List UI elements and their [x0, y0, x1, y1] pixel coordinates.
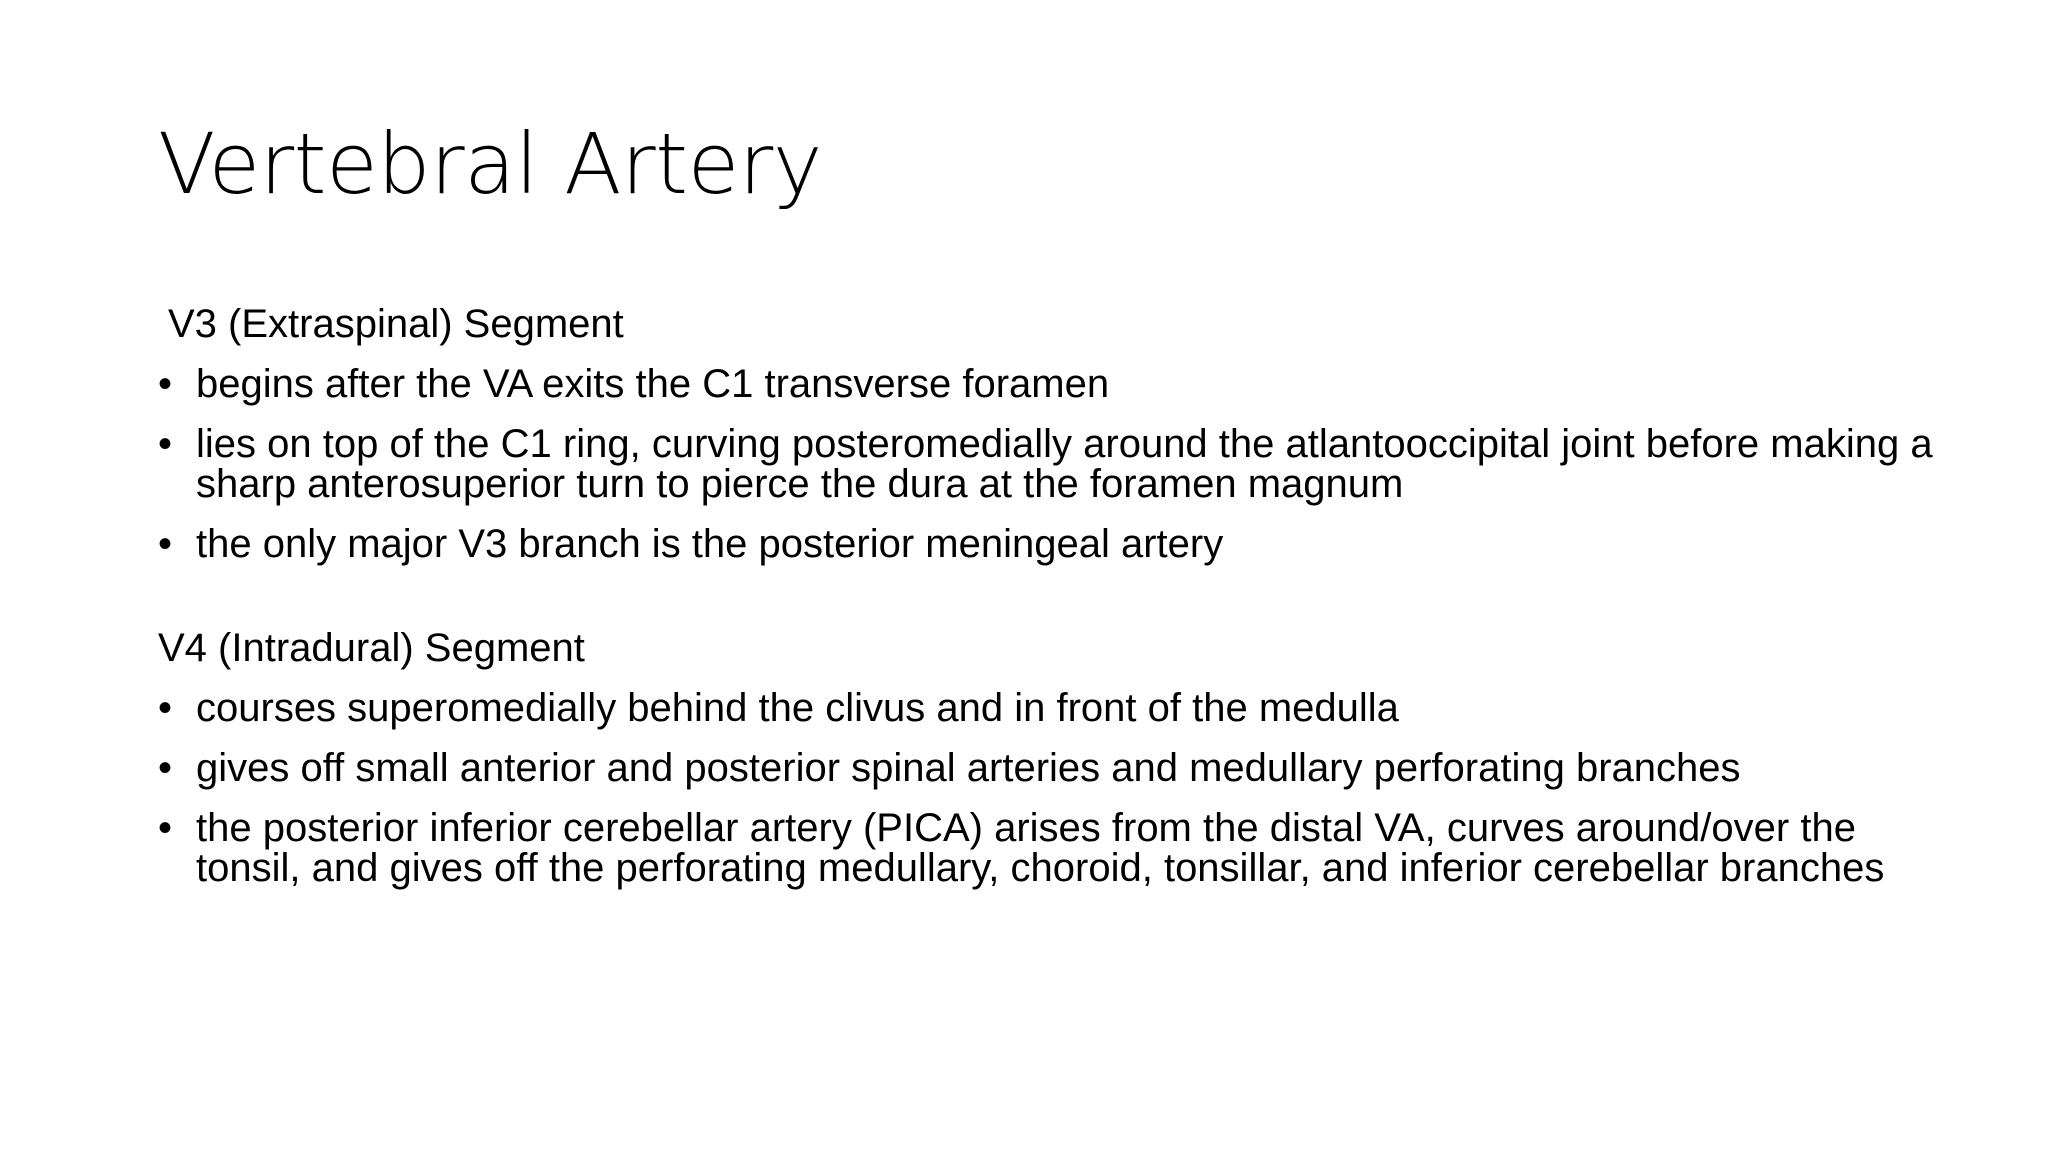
bullet-text: gives off small anterior and posterior spinal arteries and medullary perforating branches — [196, 746, 1741, 790]
bullet-text: begins after the VA exits the C1 transverse foramen — [196, 362, 1110, 406]
segment-v3 — [158, 304, 1948, 564]
bullet-item — [158, 364, 1948, 404]
bullet-text: lies on top of the C1 ring, curving posteromedially around the atlantooccipital joint before making a sharp anterosuperior turn to pierce the dura at the foramen magnum — [196, 422, 1933, 506]
bullet-icon: • — [158, 686, 173, 730]
bullet-list — [158, 364, 1948, 564]
bullet-text: the only major V3 branch is the posterior meningeal artery — [196, 522, 1224, 566]
segment-heading: V4 (Intradural) Segment — [158, 626, 585, 670]
bullet-item — [158, 808, 1948, 888]
bullet-icon: • — [158, 746, 173, 790]
bullet-icon: • — [158, 422, 173, 466]
bullet-icon: • — [158, 522, 173, 566]
bullet-icon: • — [158, 362, 173, 406]
slide-title: Vertebral Artery — [158, 115, 822, 213]
bullet-item — [158, 688, 1948, 728]
bullet-icon: • — [158, 806, 173, 850]
bullet-item — [158, 524, 1948, 564]
segment-v4 — [158, 628, 1948, 888]
bullet-item — [158, 748, 1948, 788]
bullet-list — [158, 688, 1948, 888]
bullet-text: courses superomedially behind the clivus and in front of the medulla — [196, 686, 1399, 730]
segment-heading: V3 (Extraspinal) Segment — [168, 302, 624, 346]
bullet-item — [158, 424, 1948, 504]
bullet-text: the posterior inferior cerebellar artery (PICA) arises from the distal VA, curves around/over the tonsil, and gives off the perforating medullary, choroid, tonsillar, and inferior cerebellar branches — [196, 806, 1885, 890]
slide-content — [158, 304, 1948, 888]
